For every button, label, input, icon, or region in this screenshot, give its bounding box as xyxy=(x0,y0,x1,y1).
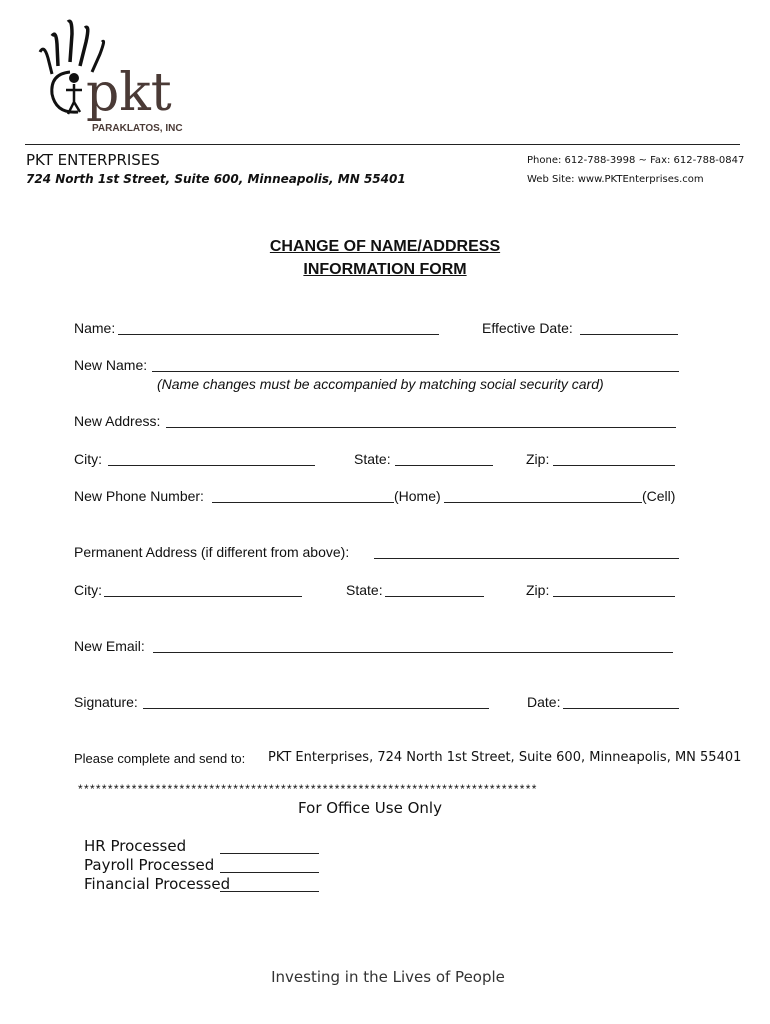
logo-wordmark: pkt xyxy=(86,63,172,123)
new-email-label: New Email: xyxy=(74,638,145,654)
date-field[interactable] xyxy=(563,708,679,709)
send-address: PKT Enterprises, 724 North 1st Street, Suite 600, Minneapolis, MN 55401 xyxy=(268,750,742,765)
hr-processed-label: HR Processed xyxy=(84,837,187,855)
state-field[interactable] xyxy=(395,465,493,466)
hr-processed-field[interactable] xyxy=(220,853,319,854)
name-field[interactable] xyxy=(118,334,439,335)
new-name-label: New Name: xyxy=(74,357,148,373)
city-field[interactable] xyxy=(108,465,315,466)
separator-stars: ***************************************************************************** xyxy=(78,782,538,796)
financial-processed-field[interactable] xyxy=(220,891,319,892)
state2-label: State: xyxy=(346,582,383,598)
payroll-processed-field[interactable] xyxy=(220,872,319,873)
state2-field[interactable] xyxy=(385,596,484,597)
new-name-field[interactable] xyxy=(152,371,679,372)
zip2-field[interactable] xyxy=(553,596,675,597)
effective-date-field[interactable] xyxy=(580,334,678,335)
city2-label: City: xyxy=(74,582,102,598)
new-email-field[interactable] xyxy=(153,652,673,653)
zip2-label: Zip: xyxy=(526,582,550,598)
new-phone-label: New Phone Number: xyxy=(74,488,204,504)
logo-subtitle: PARAKLATOS, INC xyxy=(92,123,183,134)
state-label: State: xyxy=(354,451,391,467)
zip-field[interactable] xyxy=(553,465,675,466)
name-change-note: (Name changes must be accompanied by matching social security card) xyxy=(157,376,604,392)
company-logo xyxy=(30,14,190,139)
home-phone-field[interactable] xyxy=(212,502,394,503)
name-label: Name: xyxy=(74,320,116,336)
cell-phone-field[interactable] xyxy=(444,502,642,503)
signature-label: Signature: xyxy=(74,694,138,710)
financial-processed-label: Financial Processed xyxy=(84,875,231,893)
date-label: Date: xyxy=(527,694,561,710)
new-address-label: New Address: xyxy=(74,413,161,429)
city-label: City: xyxy=(74,451,102,467)
permanent-address-field[interactable] xyxy=(374,558,679,559)
send-label: Please complete and send to: xyxy=(74,751,246,766)
zip-label: Zip: xyxy=(526,451,550,467)
office-use-title: For Office Use Only xyxy=(298,799,442,817)
footer-tagline: Investing in the Lives of People xyxy=(271,968,505,986)
city2-field[interactable] xyxy=(104,596,302,597)
signature-field[interactable] xyxy=(143,708,489,709)
permanent-address-label: Permanent Address (if different from above): xyxy=(74,544,350,560)
header-rule xyxy=(25,144,740,145)
home-label: (Home) xyxy=(394,488,441,504)
form-title-line1: CHANGE OF NAME/ADDRESS xyxy=(269,238,501,255)
effective-date-label: Effective Date: xyxy=(482,320,573,336)
company-address: 724 North 1st Street, Suite 600, Minneapolis, MN 55401 xyxy=(26,172,406,186)
company-website: Web Site: www.PKTEnterprises.com xyxy=(527,174,704,185)
payroll-processed-label: Payroll Processed xyxy=(84,856,215,874)
company-phone-fax: Phone: 612-788-3998 ~ Fax: 612-788-0847 xyxy=(527,155,745,166)
form-title-line2: INFORMATION FORM xyxy=(303,261,467,278)
new-address-field[interactable] xyxy=(166,427,676,428)
company-name: PKT ENTERPRISES xyxy=(26,151,160,169)
cell-label: (Cell) xyxy=(642,488,676,504)
